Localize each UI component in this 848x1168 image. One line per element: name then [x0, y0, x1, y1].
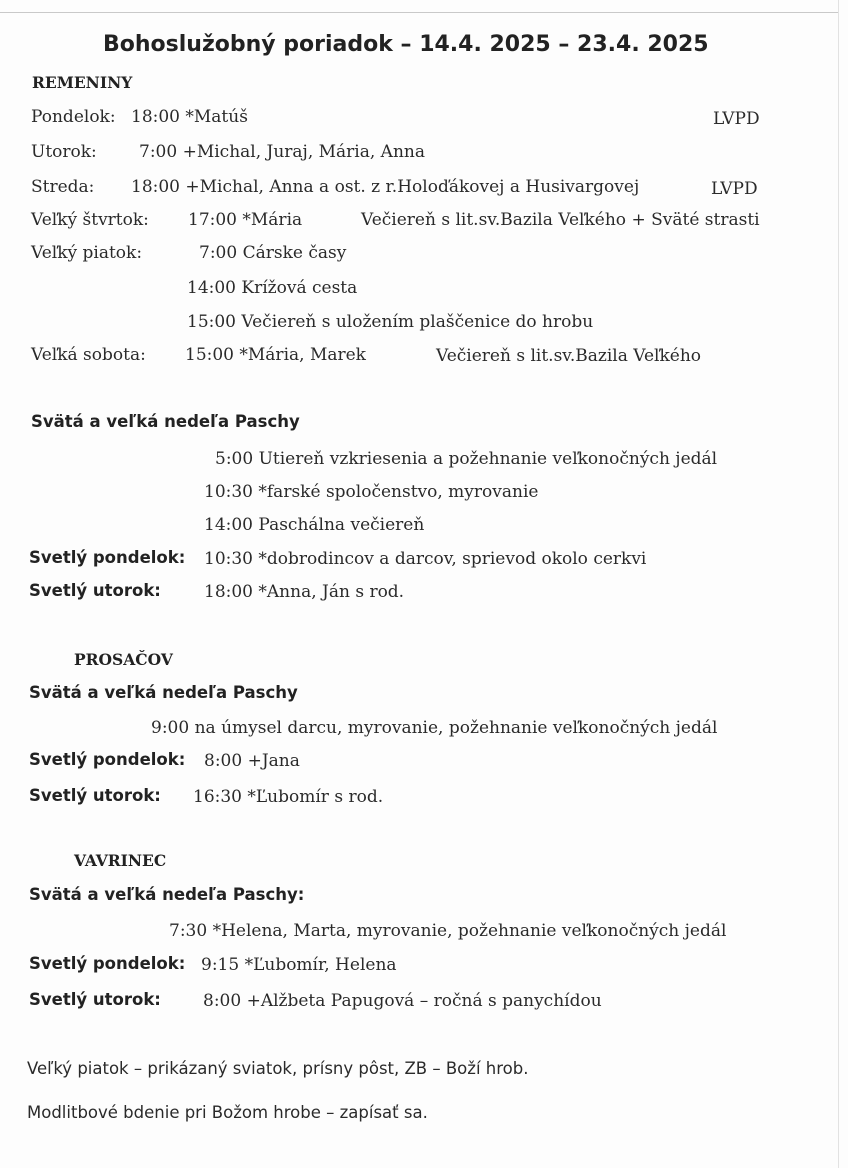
schedule-entry: 15:00 *Mária, Marek — [185, 345, 366, 365]
schedule-entry: 8:00 +Jana — [204, 751, 300, 771]
page-top-edge — [0, 12, 838, 13]
pascha-heading: Svätá a veľká nedeľa Paschy — [29, 683, 298, 702]
section-heading-remeniny: REMENINY — [32, 73, 133, 92]
day-label: Veľký štvrtok: — [31, 210, 149, 230]
schedule-entry: 10:30 *farské spoločenstvo, myrovanie — [204, 482, 539, 502]
svetly-utorok-label: Svetlý utorok: — [29, 990, 161, 1009]
page-right-edge — [838, 0, 839, 1168]
schedule-entry: 9:15 *Ľubomír, Helena — [201, 955, 397, 975]
page-title: Bohoslužobný poriadok – 14.4. 2025 – 23.4. 2025 — [103, 32, 709, 57]
schedule-entry: 18:00 *Anna, Ján s rod. — [204, 582, 405, 602]
section-heading-prosacov: PROSAČOV — [74, 650, 173, 669]
svetly-pondelok-label: Svetlý pondelok: — [29, 954, 186, 973]
schedule-entry: 7:00 +Michal, Juraj, Mária, Anna — [139, 142, 425, 162]
day-label: Veľký piatok: — [31, 243, 143, 263]
note-line: Veľký piatok – prikázaný sviatok, prísny pôst, ZB – Boží hrob. — [27, 1059, 529, 1078]
schedule-entry: 15:00 Večiereň s uložením plaščenice do hrobu — [187, 312, 594, 332]
schedule-entry: 7:30 *Helena, Marta, myrovanie, požehnanie veľkonočných jedál — [169, 921, 727, 941]
day-label: Pondelok: — [31, 107, 116, 127]
schedule-entry: 5:00 Utiereň vzkriesenia a požehnanie veľkonočných jedál — [215, 449, 718, 469]
schedule-note: Večiereň s lit.sv.Bazila Veľkého + Sväté strasti — [361, 210, 760, 230]
schedule-note: LVPD — [711, 179, 758, 199]
svetly-utorok-label: Svetlý utorok: — [29, 786, 161, 805]
schedule-entry: 8:00 +Alžbeta Papugová – ročná s panychídou — [203, 991, 602, 1011]
schedule-note: Večiereň s lit.sv.Bazila Veľkého — [436, 346, 702, 366]
day-label: Streda: — [31, 177, 95, 197]
svetly-utorok-label: Svetlý utorok: — [29, 581, 161, 600]
svetly-pondelok-label: Svetlý pondelok: — [29, 750, 186, 769]
schedule-entry: 14:00 Krížová cesta — [187, 278, 358, 298]
svetly-pondelok-label: Svetlý pondelok: — [29, 548, 186, 567]
schedule-entry: 9:00 na úmysel darcu, myrovanie, požehnanie veľkonočných jedál — [151, 718, 718, 738]
schedule-entry: 14:00 Paschálna večiereň — [204, 515, 425, 535]
pascha-heading: Svätá a veľká nedeľa Paschy — [31, 412, 300, 431]
pascha-heading: Svätá a veľká nedeľa Paschy: — [29, 885, 305, 904]
day-label: Veľká sobota: — [31, 345, 146, 365]
day-label: Utorok: — [31, 142, 97, 162]
schedule-entry: 17:00 *Mária — [188, 210, 303, 230]
schedule-entry: 16:30 *Ľubomír s rod. — [193, 787, 384, 807]
schedule-entry: 7:00 Cárske časy — [199, 243, 347, 263]
schedule-entry: 18:00 *Matúš — [131, 107, 248, 127]
section-heading-vavrinec: VAVRINEC — [74, 851, 167, 870]
schedule-entry: 10:30 *dobrodincov a darcov, sprievod okolo cerkvi — [204, 549, 647, 569]
schedule-note: LVPD — [713, 109, 760, 129]
note-line: Modlitbové bdenie pri Božom hrobe – zapísať sa. — [27, 1103, 428, 1122]
schedule-entry: 18:00 +Michal, Anna a ost. z r.Holoďákovej a Husivargovej — [131, 177, 640, 197]
